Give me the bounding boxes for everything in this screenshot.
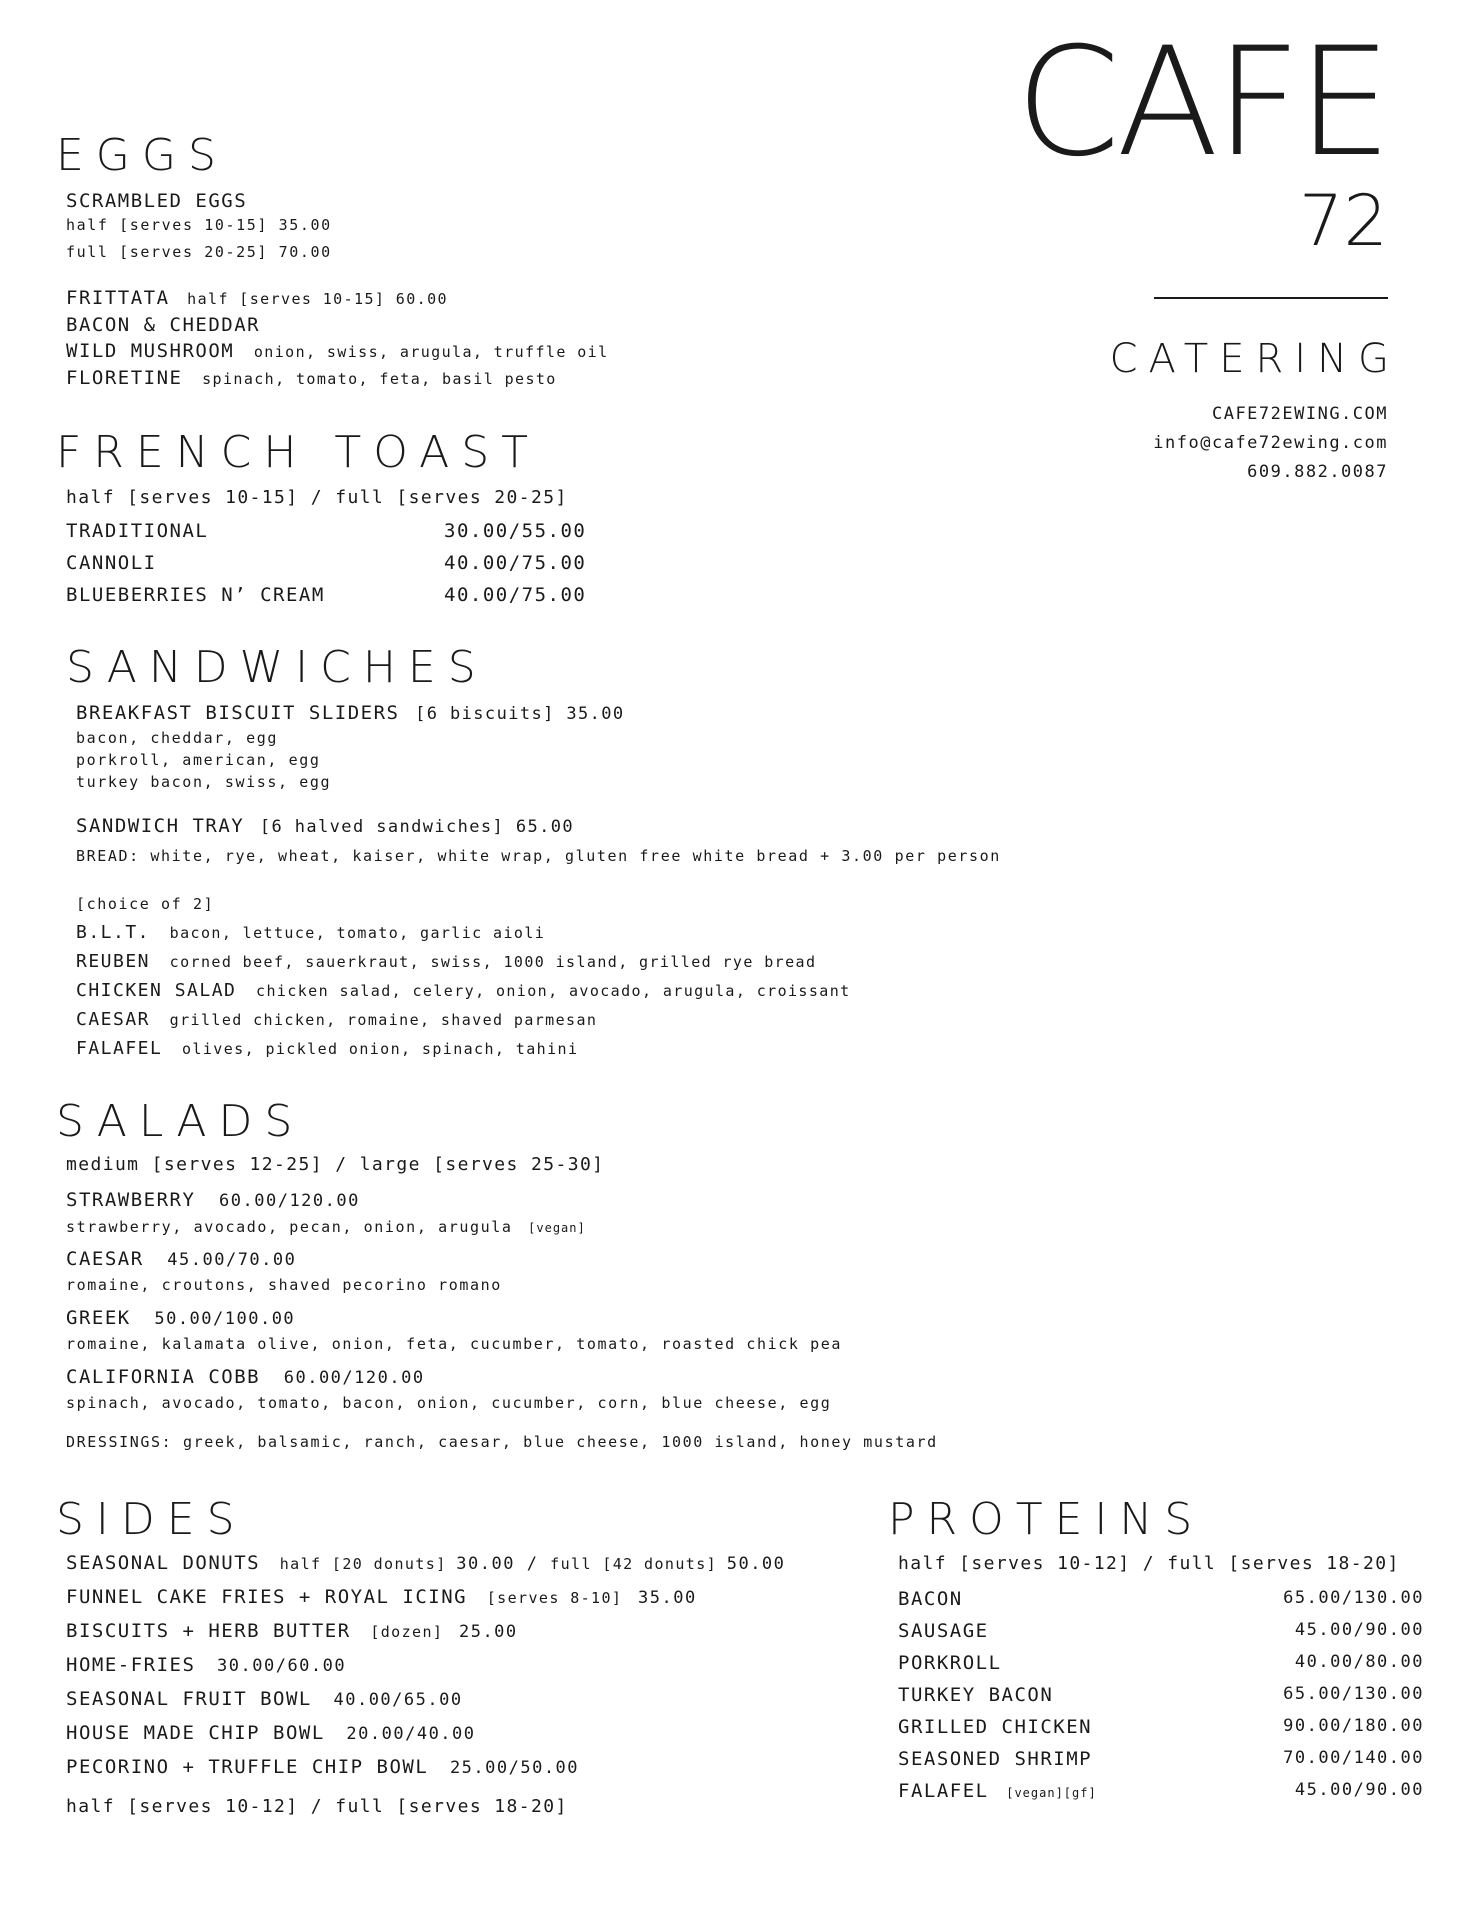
salad-desc: spinach, avocado, tomato, bacon, onion, cucumber, corn, blue cheese, egg [66,1394,832,1412]
protein-item: GRILLED CHICKEN [898,1716,1093,1738]
protein-item: PORKROLL [898,1652,1002,1674]
proteins-sizes: half [serves 10-12] / full [serves 18-20] [898,1553,1400,1574]
brand-name: CAFE [1015,16,1388,190]
protein-item: SEASONED SHRIMP [898,1748,1093,1770]
slider-option: turkey bacon, swiss, egg [76,773,332,791]
french-toast-heading: FRENCH TOAST [56,427,541,478]
french-toast-item: CANNOLI [66,552,157,574]
catering-heading: CATERING [1109,336,1400,382]
frittata-option: BACON & CHEDDAR [66,314,261,336]
tray-detail: [6 halved sandwiches] 65.00 [259,817,575,837]
salad-item: STRAWBERRY 60.00/120.00 [66,1189,360,1211]
brand-number: 72 [1298,180,1388,262]
choice-note: [choice of 2] [76,895,215,913]
sandwich-option: B.L.T. bacon, lettuce, tomato, garlic aioli [76,922,546,943]
salad-item: CALIFORNIA COBB 60.00/120.00 [66,1366,425,1388]
protein-price: 45.00/90.00 [1294,1620,1424,1640]
french-toast-price: 40.00/75.00 [444,584,587,606]
dressings: DRESSINGS: greek, balsamic, ranch, caesar, blue cheese, 1000 island, honey mustard [66,1433,938,1451]
salad-item: GREEK 50.00/100.00 [66,1307,296,1329]
protein-price: 40.00/80.00 [1294,1652,1424,1672]
french-toast-price: 30.00/55.00 [444,520,587,542]
frittata-size: half [serves 10-15] 60.00 [187,290,448,308]
french-toast-item: TRADITIONAL [66,520,209,542]
sliders-detail: [6 biscuits] 35.00 [415,704,625,724]
protein-price: 70.00/140.00 [1283,1748,1424,1768]
salad-desc: strawberry, avocado, pecan, onion, arugula [vegan] [66,1218,586,1236]
protein-price: 45.00/90.00 [1294,1780,1424,1800]
side-item: BISCUITS + HERB BUTTER [dozen] 25.00 [66,1620,518,1642]
side-item: PECORINO + TRUFFLE CHIP BOWL 25.00/50.00 [66,1756,580,1778]
protein-price: 90.00/180.00 [1283,1716,1424,1736]
sliders-line [76,702,625,724]
protein-item: BACON [898,1588,963,1610]
side-item: HOUSE MADE CHIP BOWL 20.00/40.00 [66,1722,476,1744]
protein-price: 65.00/130.00 [1283,1588,1424,1608]
email-link[interactable]: info@cafe72ewing.com [1153,433,1388,453]
frittata-option: WILD MUSHROOM onion, swiss, arugula, truffle oil [66,340,609,362]
salads-heading: SALADS [56,1096,305,1147]
protein-item: FALAFEL [vegan][gf] [898,1780,1097,1802]
salad-desc: romaine, croutons, shaved pecorino romano [66,1276,502,1294]
sliders-name: BREAKFAST BISCUIT SLIDERS [76,702,400,724]
sandwich-option: FALAFEL olives, pickled onion, spinach, tahini [76,1038,579,1059]
scrambled-eggs-half: half [serves 10-15] 35.00 [66,216,332,234]
protein-price: 65.00/130.00 [1283,1684,1424,1704]
slider-option: porkroll, american, egg [76,751,321,769]
bread-options: BREAD: white, rye, wheat, kaiser, white wrap, gluten free white bread + 3.00 per person [76,847,1001,865]
brand-divider [1154,297,1388,299]
side-item: SEASONAL DONUTS half [20 donuts] 30.00 / full [42 donuts] 50.00 [66,1552,786,1574]
salads-sizes: medium [serves 12-25] / large [serves 25-30] [66,1154,605,1175]
frittata-option: FLORETINE spinach, tomato, feta, basil pesto [66,367,557,389]
french-toast-item: BLUEBERRIES N’ CREAM [66,584,325,606]
phone-number: 609.882.0087 [1247,462,1388,482]
frittata-line [66,287,448,309]
french-toast-price: 40.00/75.00 [444,552,587,574]
sides-heading: SIDES [56,1494,247,1545]
salad-desc: romaine, kalamata olive, onion, feta, cucumber, tomato, roasted chick pea [66,1335,843,1353]
sandwich-option: CHICKEN SALAD chicken salad, celery, onion, avocado, arugula, croissant [76,980,851,1001]
scrambled-eggs-name: SCRAMBLED EGGS [66,190,248,212]
tray-line [76,815,574,837]
sandwich-option: CAESAR grilled chicken, romaine, shaved parmesan [76,1009,598,1030]
side-item: HOME-FRIES 30.00/60.00 [66,1654,347,1676]
protein-item: TURKEY BACON [898,1684,1054,1706]
eggs-heading: EGGS [56,130,228,181]
side-item: SEASONAL FRUIT BOWL 40.00/65.00 [66,1688,463,1710]
protein-item: SAUSAGE [898,1620,989,1642]
sides-sizes: half [serves 10-12] / full [serves 18-20] [66,1796,568,1817]
scrambled-eggs-full: full [serves 20-25] 70.00 [66,243,332,261]
slider-option: bacon, cheddar, egg [76,729,278,747]
sandwiches-heading: SANDWICHES [66,642,488,693]
proteins-heading: PROTEINS [888,1494,1205,1545]
sandwich-option: REUBEN corned beef, sauerkraut, swiss, 1000 island, grilled rye bread [76,951,817,972]
tray-name: SANDWICH TRAY [76,815,245,837]
french-toast-sizes: half [serves 10-15] / full [serves 20-25] [66,487,568,508]
salad-item: CAESAR 45.00/70.00 [66,1248,297,1270]
side-item: FUNNEL CAKE FRIES + ROYAL ICING [serves 8-10] 35.00 [66,1586,697,1608]
website-link[interactable]: CAFE72EWING.COM [1211,404,1388,424]
frittata-name: FRITTATA [66,287,170,309]
